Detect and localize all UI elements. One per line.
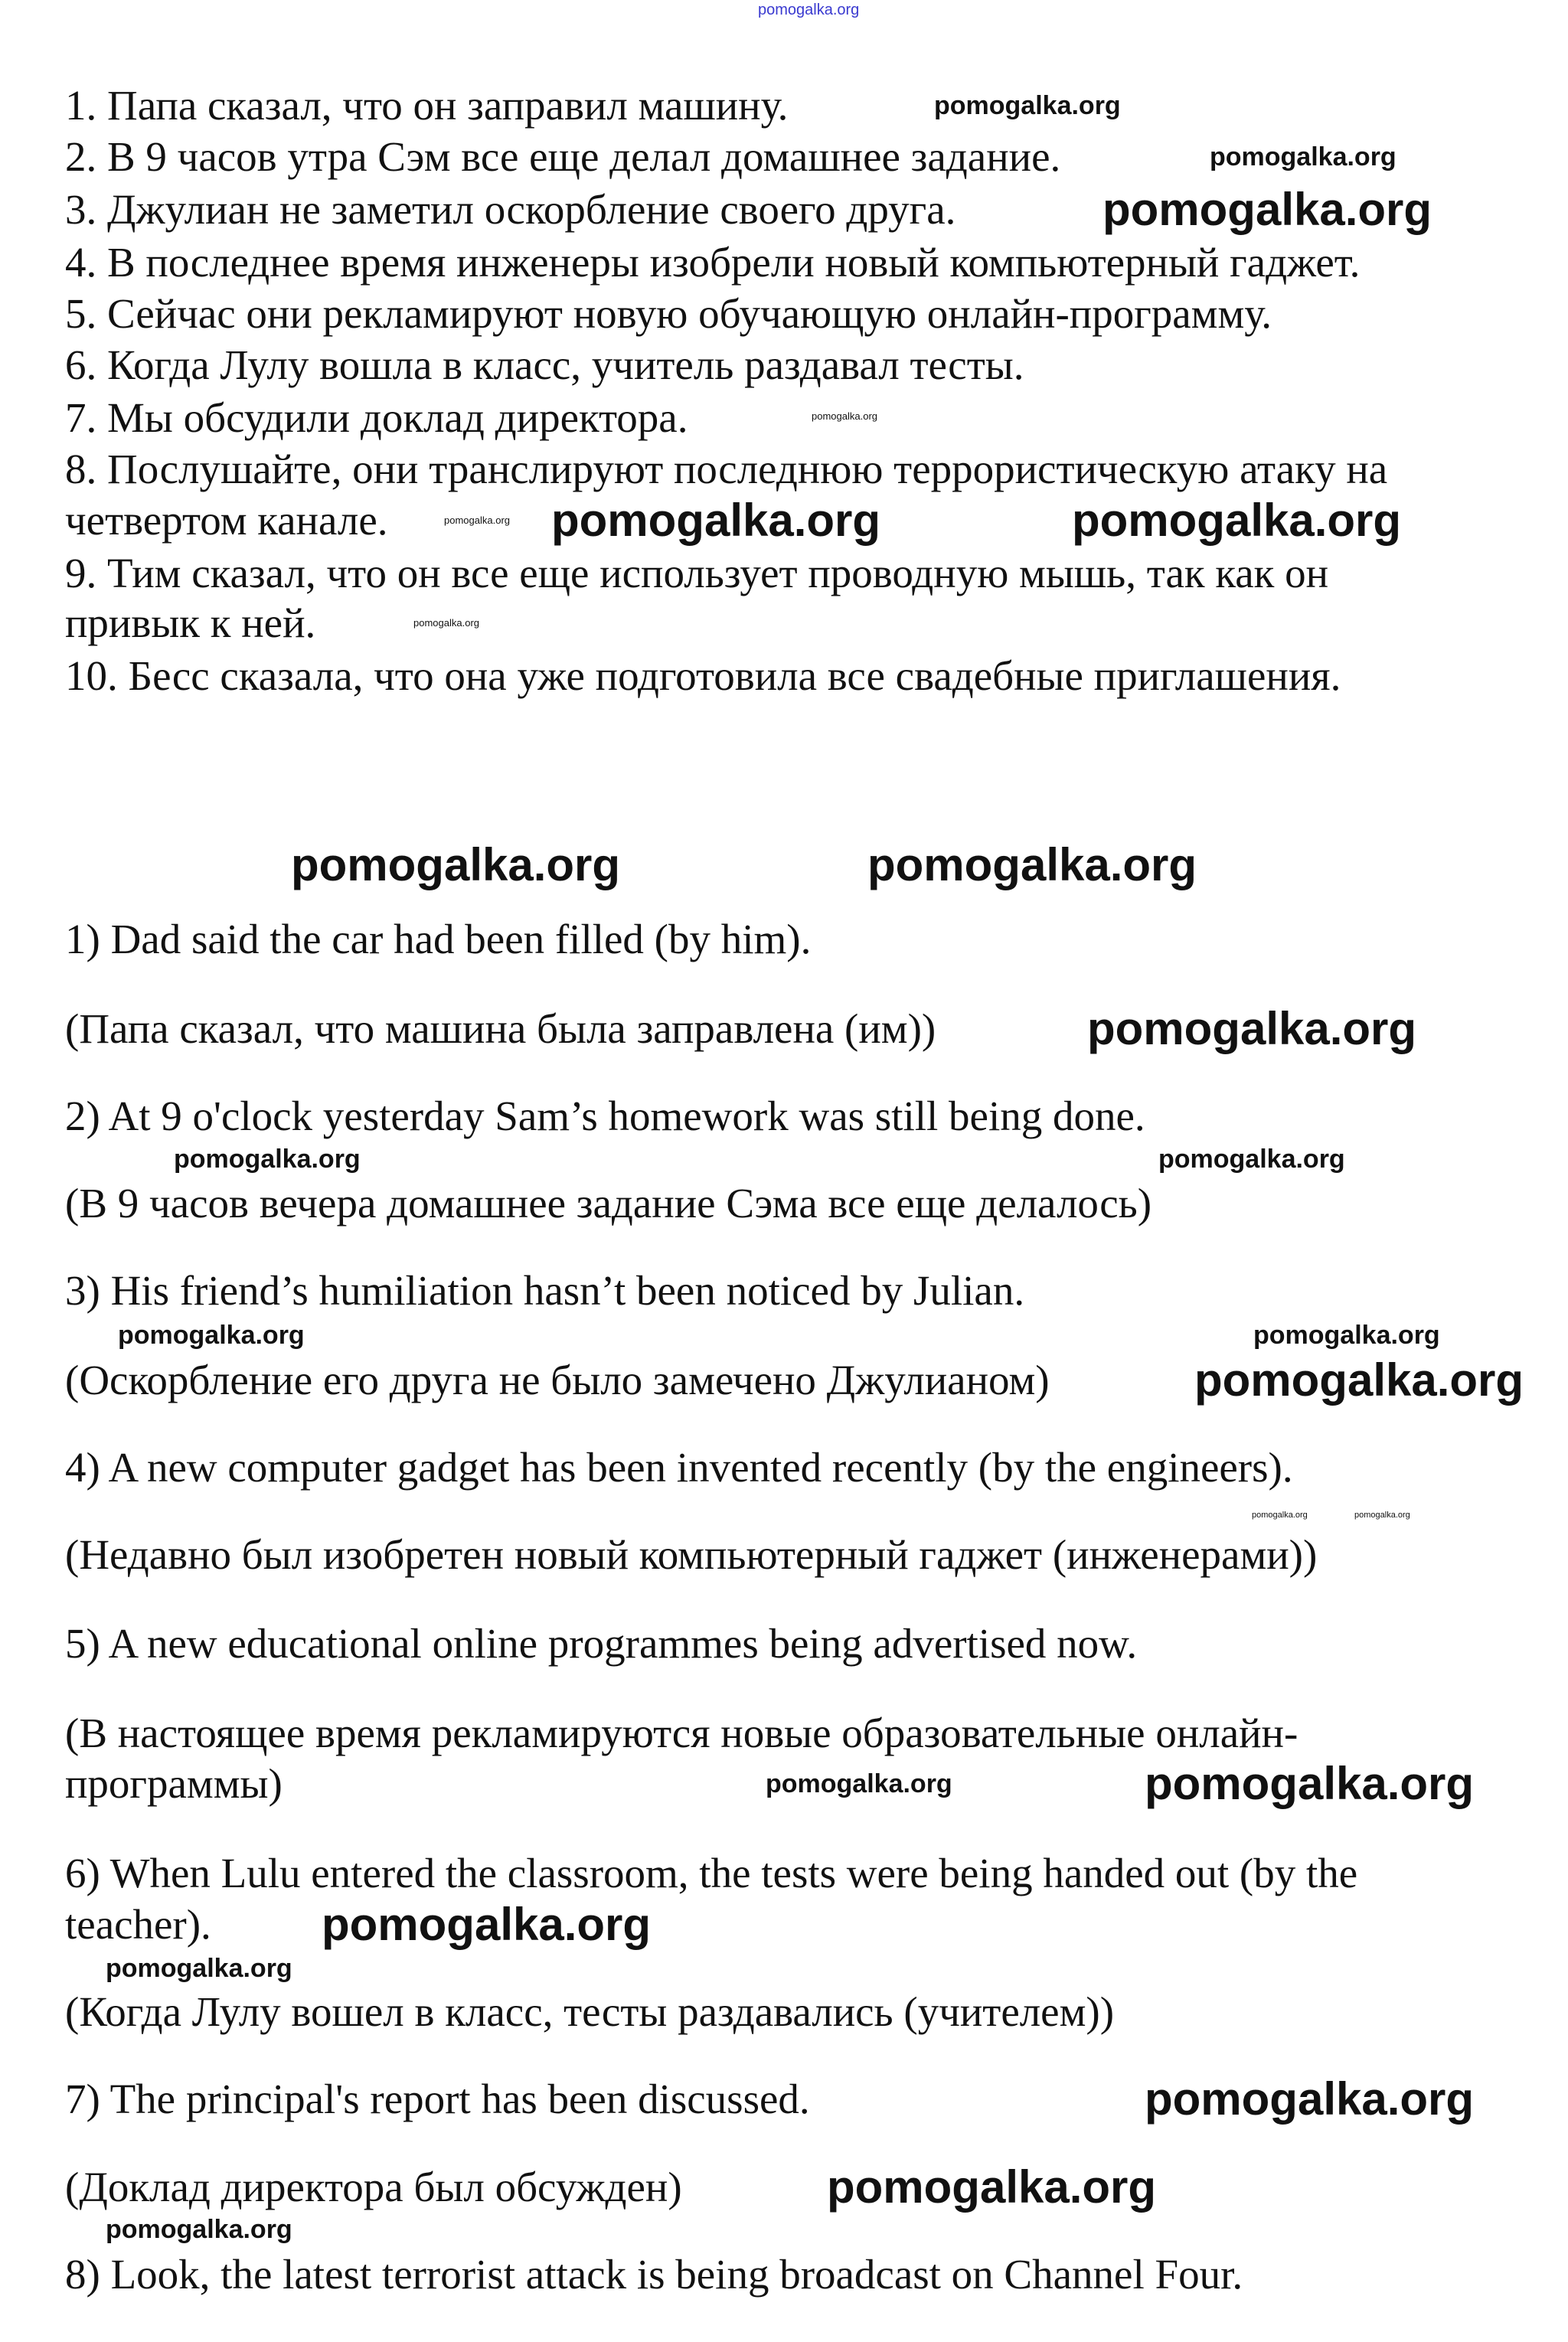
watermark: pomogalka.org <box>413 617 479 629</box>
watermark: pomogalka.org <box>551 495 881 546</box>
watermark: pomogalka.org <box>106 1954 292 1983</box>
answer-line: 7) The principal's report has been discussed. <box>65 2076 810 2122</box>
russian-sentence: 7. Мы обсудили доклад директора. <box>65 394 688 441</box>
answer-line: 5) A new educational online programmes being advertised now. <box>65 1620 1138 1667</box>
header-watermark[interactable]: pomogalka.org <box>758 2 860 18</box>
answer-line: teacher). <box>65 1901 211 1948</box>
answer-line: (Недавно был изобретен новый компьютерный гаджет (инженерами)) <box>65 1531 1318 1578</box>
answer-line: 6) When Lulu entered the classroom, the tests were being handed out (by the <box>65 1850 1358 1896</box>
russian-sentence: 10. Бесс сказала, что она уже подготовила все свадебные приглашения. <box>65 652 1341 699</box>
watermark: pomogalka.org <box>867 839 1197 890</box>
watermark: pomogalka.org <box>1253 1321 1440 1350</box>
answer-line: 1) Dad said the car had been filled (by him). <box>65 916 812 962</box>
russian-sentence: 6. Когда Лулу вошла в класс, учитель раздавал тесты. <box>65 341 1024 388</box>
watermark: pomogalka.org <box>1102 184 1432 235</box>
watermark: pomogalka.org <box>827 2161 1157 2213</box>
answer-line: (Доклад директора был обсужден) <box>65 2164 682 2210</box>
answer-line: 4) A new computer gadget has been invented recently (by the engineers). <box>65 1444 1293 1491</box>
answer-line: (Когда Лулу вошел в класс, тесты раздавались (учителем)) <box>65 1988 1115 2035</box>
answer-line: 8) Look, the latest terrorist attack is being broadcast on Channel Four. <box>65 2251 1243 2298</box>
answer-line: 3) His friend’s humiliation hasn’t been noticed by Julian. <box>65 1267 1025 1314</box>
russian-sentence: 3. Джулиан не заметил оскорбление своего друга. <box>65 186 956 233</box>
watermark: pomogalka.org <box>291 839 621 890</box>
watermark: pomogalka.org <box>322 1899 652 1950</box>
russian-sentence: 4. В последнее время инженеры изобрели новый компьютерный гаджет. <box>65 239 1361 286</box>
watermark: pomogalka.org <box>118 1321 305 1350</box>
russian-sentence: 1. Папа сказал, что он заправил машину. <box>65 82 789 129</box>
answer-line: (Папа сказал, что машина была заправлена (им)) <box>65 1005 936 1052</box>
russian-sentence: четвертом канале. <box>65 497 388 544</box>
watermark: pomogalka.org <box>1072 495 1402 546</box>
russian-sentence: 5. Сейчас они рекламируют новую обучающую онлайн-программу. <box>65 290 1272 337</box>
watermark: pomogalka.org <box>812 410 877 422</box>
watermark: pomogalka.org <box>1210 142 1396 171</box>
answer-line: (В 9 часов вечера домашнее задание Сэма все еще делалось) <box>65 1180 1152 1227</box>
watermark: pomogalka.org <box>174 1145 361 1174</box>
watermark: pomogalka.org <box>1087 1003 1417 1054</box>
answer-line: (В настоящее время рекламируются новые образовательные онлайн- <box>65 1710 1298 1756</box>
russian-sentence: привык к ней. <box>65 599 316 646</box>
watermark: pomogalka.org <box>1252 1511 1308 1520</box>
watermark: pomogalka.org <box>1354 1511 1410 1520</box>
watermark: pomogalka.org <box>1158 1145 1345 1174</box>
watermark: pomogalka.org <box>1194 1354 1524 1406</box>
watermark: pomogalka.org <box>934 91 1121 120</box>
watermark: pomogalka.org <box>444 514 510 526</box>
russian-sentence: 2. В 9 часов утра Сэм все еще делал домашнее задание. <box>65 133 1061 180</box>
watermark: pomogalka.org <box>1145 2073 1475 2125</box>
watermark: pomogalka.org <box>766 1769 952 1798</box>
answer-line: программы) <box>65 1760 283 1807</box>
watermark: pomogalka.org <box>106 2215 292 2244</box>
answer-line: 2) At 9 o'clock yesterday Sam’s homework was still being done. <box>65 1093 1145 1139</box>
watermark: pomogalka.org <box>1145 1758 1475 1809</box>
answer-line: (Оскорбление его друга не было замечено Джулианом) <box>65 1357 1050 1403</box>
russian-sentence: 9. Тим сказал, что он все еще использует проводную мышь, так как он <box>65 550 1329 596</box>
russian-sentence: 8. Послушайте, они транслируют последнюю террористическую атаку на <box>65 446 1388 492</box>
